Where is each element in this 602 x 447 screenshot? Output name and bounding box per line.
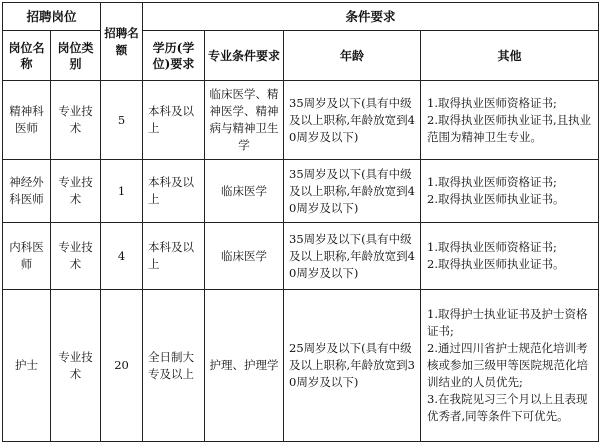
other-cell [421, 223, 599, 290]
post-name-header: 岗位名称 [3, 31, 51, 81]
requirement-line: 2.取得执业医师执业证书。 [427, 257, 565, 271]
education-header: 学历(学位)要求 [143, 31, 205, 81]
major-cell: 临床医学 [205, 223, 284, 290]
quota-cell: 5 [101, 81, 143, 160]
post-type-header: 岗位类别 [51, 31, 101, 81]
post-type-cell: 专业技术 [51, 81, 101, 160]
post-type-cell: 专业技术 [51, 160, 101, 223]
requirement-line: 2.取得执业医师执业证书。 [427, 192, 565, 206]
requirement-line: 3.在我院见习三个月以上且表现优秀者,同等条件下可优先。 [427, 392, 588, 423]
age-cell: 25周岁及以下(具有中级及以上职称,年龄放宽到30周岁及以下) [284, 290, 421, 442]
major-cell: 临床医学 [205, 160, 284, 223]
requirement-line: 1.取得护士执业证书及护士资格证书; [427, 307, 588, 338]
post-name-cell: 护士 [3, 290, 51, 442]
other-cell [421, 160, 599, 223]
requirement-line: 1.取得执业医师资格证书; [427, 175, 557, 189]
table-row [3, 81, 599, 160]
education-cell: 本科及以上 [143, 81, 205, 160]
education-cell: 本科及以上 [143, 223, 205, 290]
table-row [3, 223, 599, 290]
table-row [3, 290, 599, 442]
age-cell: 35周岁及以下(具有中级及以上职称,年龄放宽到40周岁及以下) [284, 223, 421, 290]
header-row-2 [3, 31, 599, 81]
quota-cell: 1 [101, 160, 143, 223]
post-name-cell: 内科医师 [3, 223, 51, 290]
age-cell: 35周岁及以下(具有中级及以上职称,年龄放宽到40周岁及以下) [284, 160, 421, 223]
education-cell: 全日制大专及以上 [143, 290, 205, 442]
header-row-1 [3, 3, 599, 31]
quota-cell: 4 [101, 223, 143, 290]
requirement-line: 1.取得执业医师资格证书; [427, 240, 557, 254]
other-cell [421, 81, 599, 160]
requirement-line: 2.取得执业医师执业证书,且执业范围为精神卫生专业。 [427, 112, 592, 144]
major-header: 专业条件要求 [205, 31, 284, 81]
quota-cell: 20 [101, 290, 143, 442]
post-group-header: 招聘岗位 [3, 3, 101, 31]
major-cell: 护理、护理学 [205, 290, 284, 442]
post-name-cell: 精神科医师 [3, 81, 51, 160]
post-name-cell: 神经外科医师 [3, 160, 51, 223]
requirement-line: 2.通过四川省护士规范化培训考核或参加三级甲等医院规范化培训结业的人员优先; [427, 341, 589, 389]
other-header: 其他 [421, 31, 599, 81]
education-cell: 本科及以上 [143, 160, 205, 223]
post-type-cell: 专业技术 [51, 290, 101, 442]
recruitment-table-sheet [2, 2, 598, 443]
age-header: 年龄 [284, 31, 421, 81]
age-cell: 35周岁及以下(具有中级及以上职称,年龄放宽到40周岁及以下) [284, 81, 421, 160]
conditions-header: 条件要求 [143, 3, 599, 31]
other-cell [421, 290, 599, 442]
table-row [3, 160, 599, 223]
quota-header: 招聘名额 [101, 3, 143, 81]
post-type-cell: 专业技术 [51, 223, 101, 290]
requirement-line: 1.取得执业医师资格证书; [427, 95, 557, 110]
recruitment-table [2, 2, 599, 442]
major-cell: 临床医学、精神医学、精神病与精神卫生学 [205, 81, 284, 160]
